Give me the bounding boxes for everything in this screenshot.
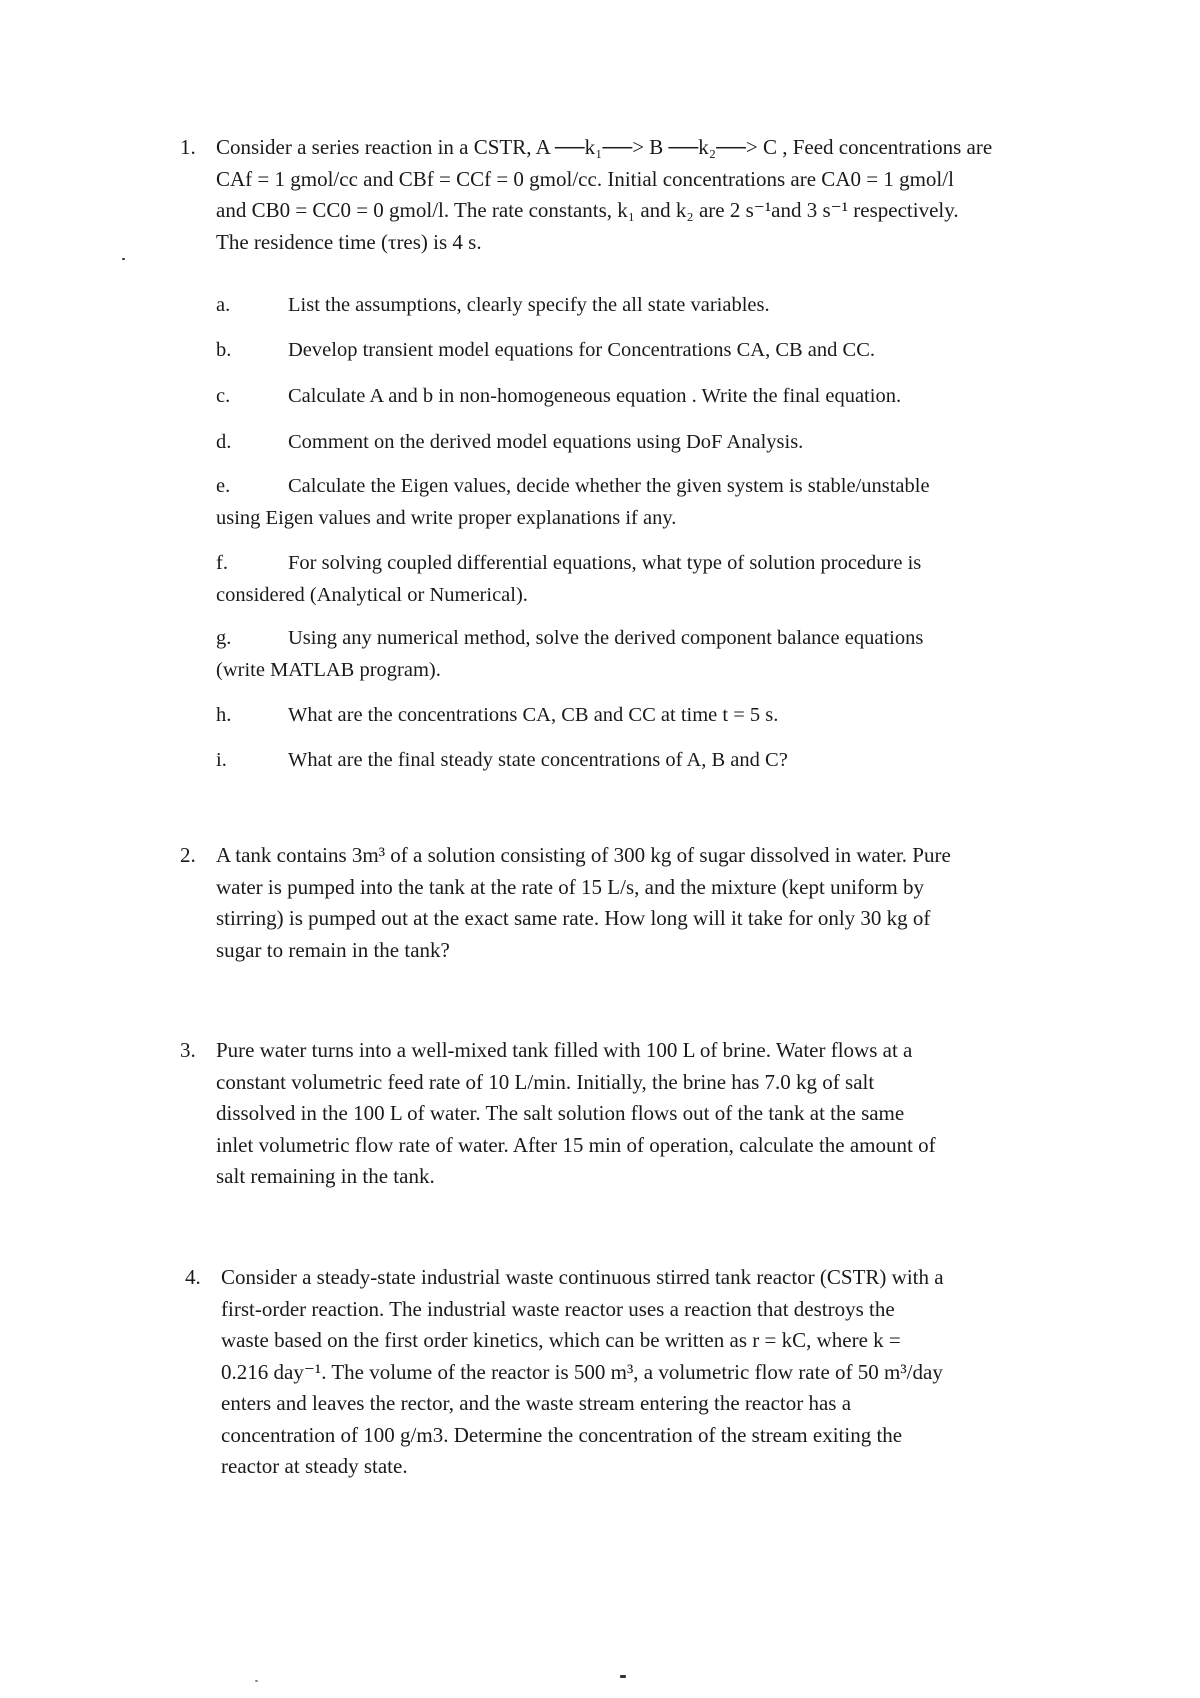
scan-speck — [255, 1680, 258, 1682]
question-3-line: dissolved in the 100 L of water. The salt solution flows out of the tank at the same — [216, 1101, 905, 1125]
question-1-line: The residence time (τres) is 4 s. — [216, 229, 482, 254]
question-1 — [180, 132, 1080, 258]
scan-speck — [122, 258, 125, 260]
question-4-line: Consider a steady-state industrial waste continuous stirred tank reactor (CSTR) with a — [221, 1265, 944, 1289]
part-label: e. — [216, 475, 231, 497]
part-label: a. — [216, 294, 231, 316]
question-number: 2. — [180, 843, 196, 867]
question-1-part-f — [216, 548, 1076, 611]
question-4-line: 0.216 day⁻¹. The volume of the reactor is 500 m³, a volumetric flow rate of 50 m³/day — [221, 1359, 943, 1384]
part-text: What are the concentrations CA, CB and CC at time t = 5 s. — [288, 704, 779, 726]
question-4-line: reactor at steady state. — [221, 1454, 408, 1478]
question-1-part-i — [216, 745, 788, 777]
part-text-continued: considered (Analytical or Numerical). — [216, 583, 528, 606]
question-1-part-d — [216, 427, 803, 459]
part-label: d. — [216, 431, 232, 453]
part-text-continued: using Eigen values and write proper explanations if any. — [216, 506, 677, 529]
part-label: c. — [216, 385, 231, 407]
question-3-line: Pure water turns into a well-mixed tank filled with 100 L of brine. Water flows at a — [216, 1038, 913, 1062]
question-4-line: first-order reaction. The industrial waste reactor uses a reaction that destroys the — [221, 1296, 895, 1321]
question-2-line: stirring) is pumped out at the exact same rate. How long will it take for only 30 kg of — [216, 906, 931, 930]
part-text: Develop transient model equations for Concentrations CA, CB and CC. — [288, 339, 876, 361]
question-4 — [185, 1262, 1085, 1483]
question-4-line: waste based on the first order kinetics, which can be written as r = kC, where k = — [221, 1328, 901, 1352]
part-label: b. — [216, 339, 232, 361]
question-1-line: and CB0 = CC0 = 0 gmol/l. The rate constants, k₁ and k₂ are 2 s⁻¹and 3 s⁻¹ respectively. — [216, 198, 959, 222]
question-2-line: sugar to remain in the tank? — [216, 937, 450, 962]
question-1-part-h — [216, 700, 778, 732]
question-2-line: water is pumped into the tank at the rate of 15 L/s, and the mixture (kept uniform by — [216, 874, 924, 899]
part-text: Comment on the derived model equations using DoF Analysis. — [288, 431, 804, 453]
question-1-line: CAf = 1 gmol/cc and CBf = CCf = 0 gmol/cc. Initial concentrations are CA0 = 1 gmol/l — [216, 166, 954, 191]
question-number: 3. — [180, 1038, 196, 1062]
part-text: For solving coupled differential equations, what type of solution procedure is — [288, 552, 922, 574]
part-label: i. — [216, 749, 227, 771]
part-label: h. — [216, 704, 232, 726]
question-2-line: A tank contains 3m³ of a solution consisting of 300 kg of sugar dissolved in water. Pure — [216, 843, 951, 867]
question-1-part-c — [216, 381, 901, 413]
question-1-part-b — [216, 335, 875, 367]
question-2 — [180, 840, 1080, 966]
question-number: 1. — [180, 135, 196, 159]
question-3-line: salt remaining in the tank. — [216, 1164, 435, 1188]
part-text: List the assumptions, clearly specify the all state variables. — [288, 294, 770, 316]
part-label: f. — [216, 552, 228, 574]
scan-speck — [620, 1675, 626, 1678]
part-label: g. — [216, 627, 232, 649]
question-1-part-a — [216, 290, 770, 322]
question-3-line: constant volumetric feed rate of 10 L/min. Initially, the brine has 7.0 kg of salt — [216, 1069, 875, 1094]
question-4-line: enters and leaves the rector, and the waste stream entering the reactor has a — [221, 1391, 852, 1415]
question-3-line: inlet volumetric flow rate of water. After 15 min of operation, calculate the amount of — [216, 1132, 936, 1157]
part-text-continued: (write MATLAB program). — [216, 658, 441, 681]
question-1-part-e — [216, 471, 1076, 534]
question-1-part-g — [216, 623, 1076, 686]
question-1-line: Consider a series reaction in a CSTR, A ──k₁──> B ──k₂──> C , Feed concentrations are — [216, 135, 993, 159]
question-number: 4. — [185, 1265, 201, 1289]
question-3 — [180, 1035, 1080, 1193]
question-4-line: concentration of 100 g/m3. Determine the concentration of the stream exiting the — [221, 1422, 903, 1447]
part-text: Calculate the Eigen values, decide whether the given system is stable/unstable — [288, 475, 930, 497]
part-text: What are the final steady state concentrations of A, B and C? — [288, 749, 788, 771]
part-text: Using any numerical method, solve the derived component balance equations — [288, 627, 924, 649]
part-text: Calculate A and b in non-homogeneous equation . Write the final equation. — [288, 385, 902, 407]
